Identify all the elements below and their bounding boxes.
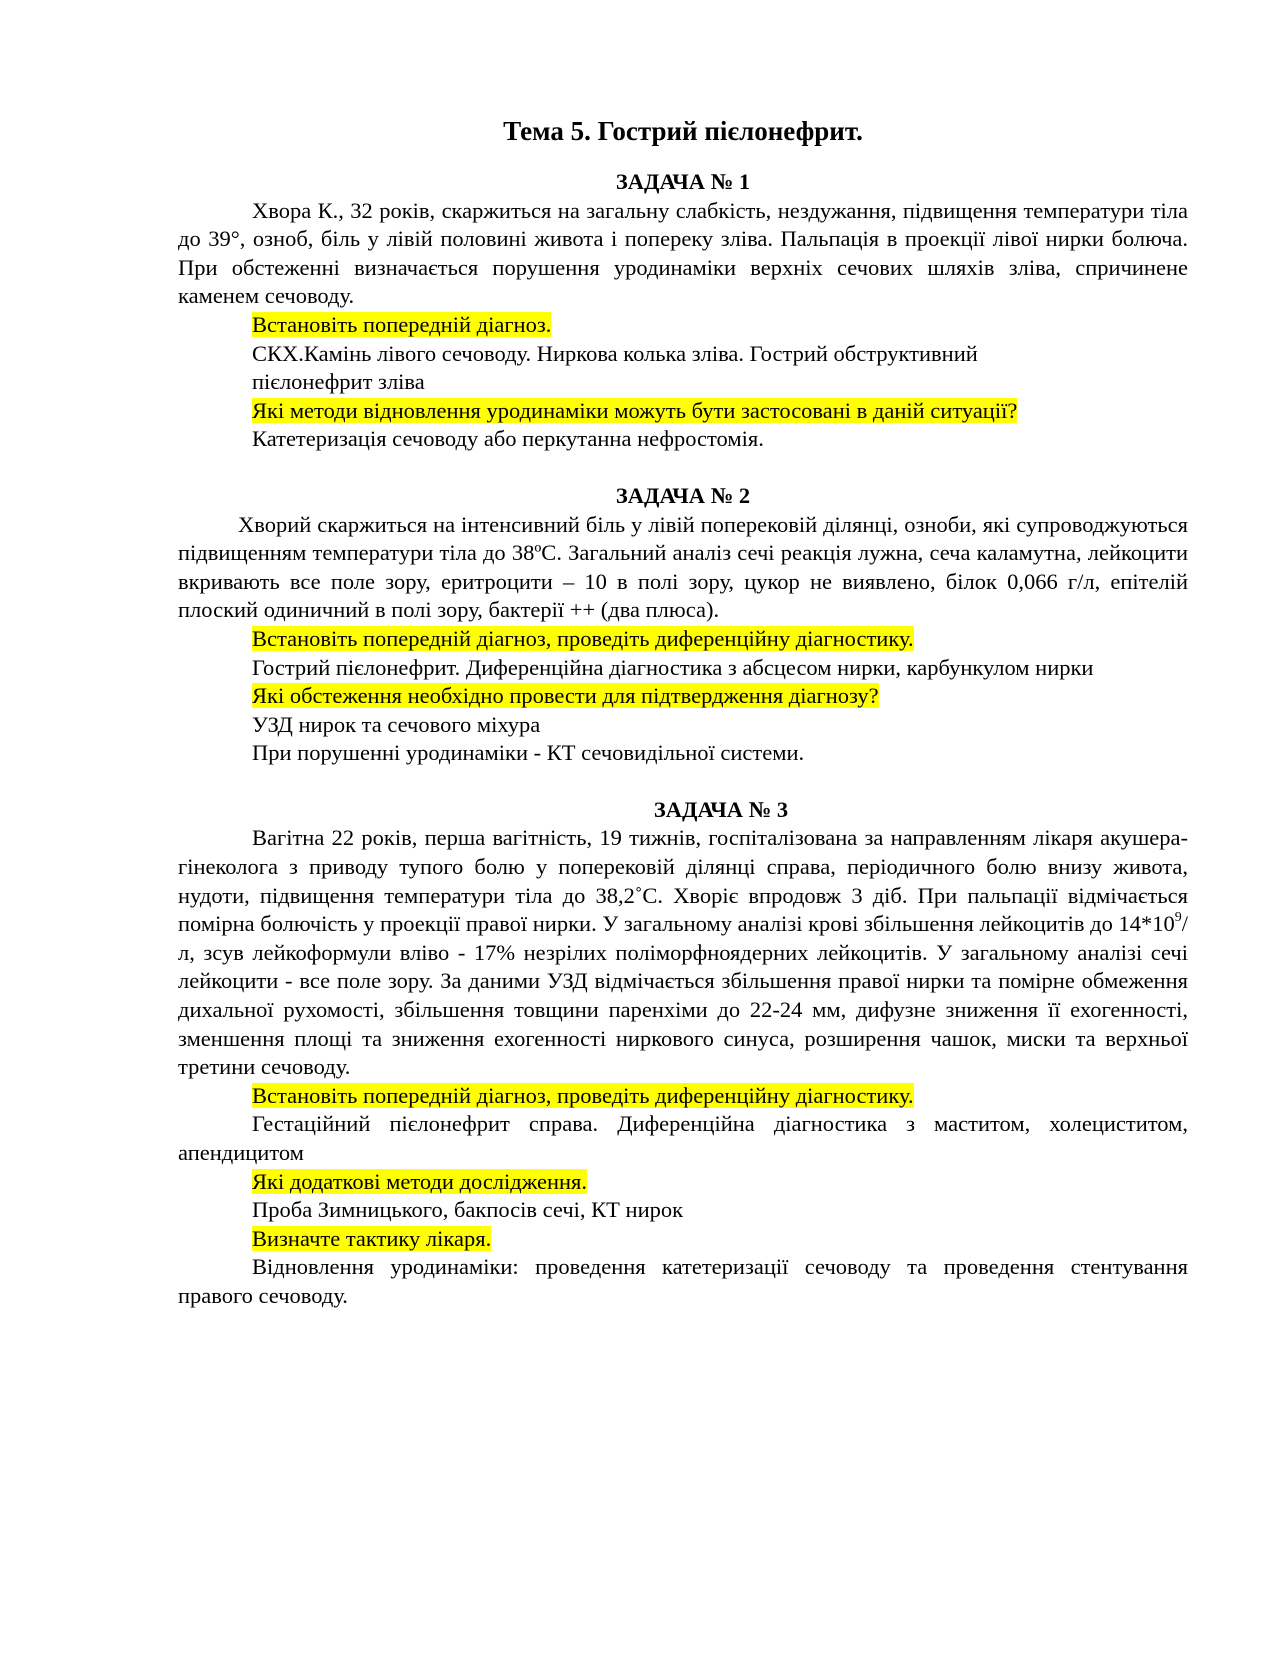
task-2-answer-2-line-2: При порушенні уродинаміки - КТ сечовидільної системи. [252, 740, 805, 766]
task-3-answer-3: Відновлення уродинаміки: проведення катетеризації сечоводу та проведення стентування правого сечоводу. [178, 1254, 1188, 1308]
task-3-case-text [178, 824, 1188, 1081]
task-2-heading: ЗАДАЧА № 2 [615, 482, 751, 508]
task-1 [178, 168, 1188, 454]
task-1-heading: ЗАДАЧА № 1 [615, 169, 751, 194]
task-2-question-2: Які обстеження необхідно провести для підтвердження діагнозу? [252, 683, 879, 709]
task-2-answer-1: Гострий пієлонефрит. Диференційна діагностика з абсцесом нирки, карбункулом нирки [252, 654, 1094, 680]
document-page [178, 114, 1188, 1311]
task-3-question-3: Визначте тактику лікаря. [252, 1225, 492, 1251]
task-2 [178, 482, 1188, 768]
task-3 [178, 796, 1188, 1311]
task-3-question-1: Встановіть попередній діагноз, проведіть диференційну діагностику. [252, 1082, 914, 1108]
task-3-answer-1: Гестаційний пієлонефрит справа. Диференційна діагностика з маститом, холециститом, апендицитом [178, 1111, 1188, 1165]
task-3-case-text-part-1: Вагітна 22 років, перша вагітність, 19 тижнів, госпіталізована за направленням лікаря акушера-гінеколога з приводу тупого болю у поперековій ділянці справа, періодичного болю внизу живота, нудоти, підвищення температури тіла до 38,2˚С. Хворіє впродовж 3 діб. При пальпації відмічається помірна болючість у проекції правої нирки. У загальному аналізі крові збільшення лейкоцитів до 14*10 [178, 825, 1188, 937]
task-1-answer-2: Катетеризація сечоводу або перкутанна нефростомія. [252, 426, 764, 452]
task-3-heading: ЗАДАЧА № 3 [653, 796, 789, 822]
task-1-answer-1-line-1: СКХ.Камінь лівого сечоводу. Ниркова колька зліва. Гострий обструктивний [252, 340, 978, 366]
task-2-question-1: Встановіть попередній діагноз, проведіть диференційну діагностику. [252, 625, 914, 651]
task-3-case-text-superscript: 9 [1174, 909, 1182, 925]
task-3-case-text-part-2: /л, зсув лейкоформули вліво - 17% незрілих поліморфноядерних лейкоцитів. У загальному аналізі сечі лейкоцити - все поле зору. За даними УЗД відмічається збільшення правої нирки та помірне обмеження дихальної рухомості, збільшення товщини паренхіми до 22-24 мм, дифузне зниження її ехогенності, зменшення площі та зниження ехогенності ниркового синуса, розширення чашок, миски та верхньої третини сечоводу. [178, 911, 1189, 1080]
task-3-question-2: Які додаткові методи дослідження. [252, 1168, 588, 1194]
task-2-answer-2-line-1: УЗД нирок та сечового міхура [252, 711, 541, 737]
task-1-question-1: Встановіть попередній діагноз. [252, 311, 552, 337]
task-1-case-text: Хвора К., 32 років, скаржиться на загальну слабкість, нездужання, підвищення температури тіла до 39°, озноб, біль у лівій половині живота і попереку зліва. Пальпація в проекції лівої нирки болюча. При обстеженні визначається порушення уродинаміки верхніх сечових шляхів зліва, спричинене каменем сечоводу. [178, 197, 1188, 309]
task-1-answer-1-line-2: пієлонефрит зліва [252, 369, 425, 395]
page-title: Тема 5. Гострий пієлонефрит. [503, 116, 863, 146]
task-2-case-text: Хворий скаржиться на інтенсивний біль у лівій поперековій ділянці, озноби, які супроводжуються підвищенням температури тіла до 38ºС. Загальний аналіз сечі реакція лужна, сеча каламутна, лейкоцити вкривають все поле зору, еритроцити – 10 в полі зору, цукор не виявлено, білок 0,066 г/л, епітелій плоский одиничний в полі зору, бактерії ++ (два плюса). [178, 511, 1188, 623]
task-3-answer-2: Проба Зимницького, бакпосів сечі, КТ нирок [252, 1197, 684, 1223]
task-1-question-2: Які методи відновлення уродинаміки можуть бути застосовані в даній ситуації? [252, 397, 1018, 423]
